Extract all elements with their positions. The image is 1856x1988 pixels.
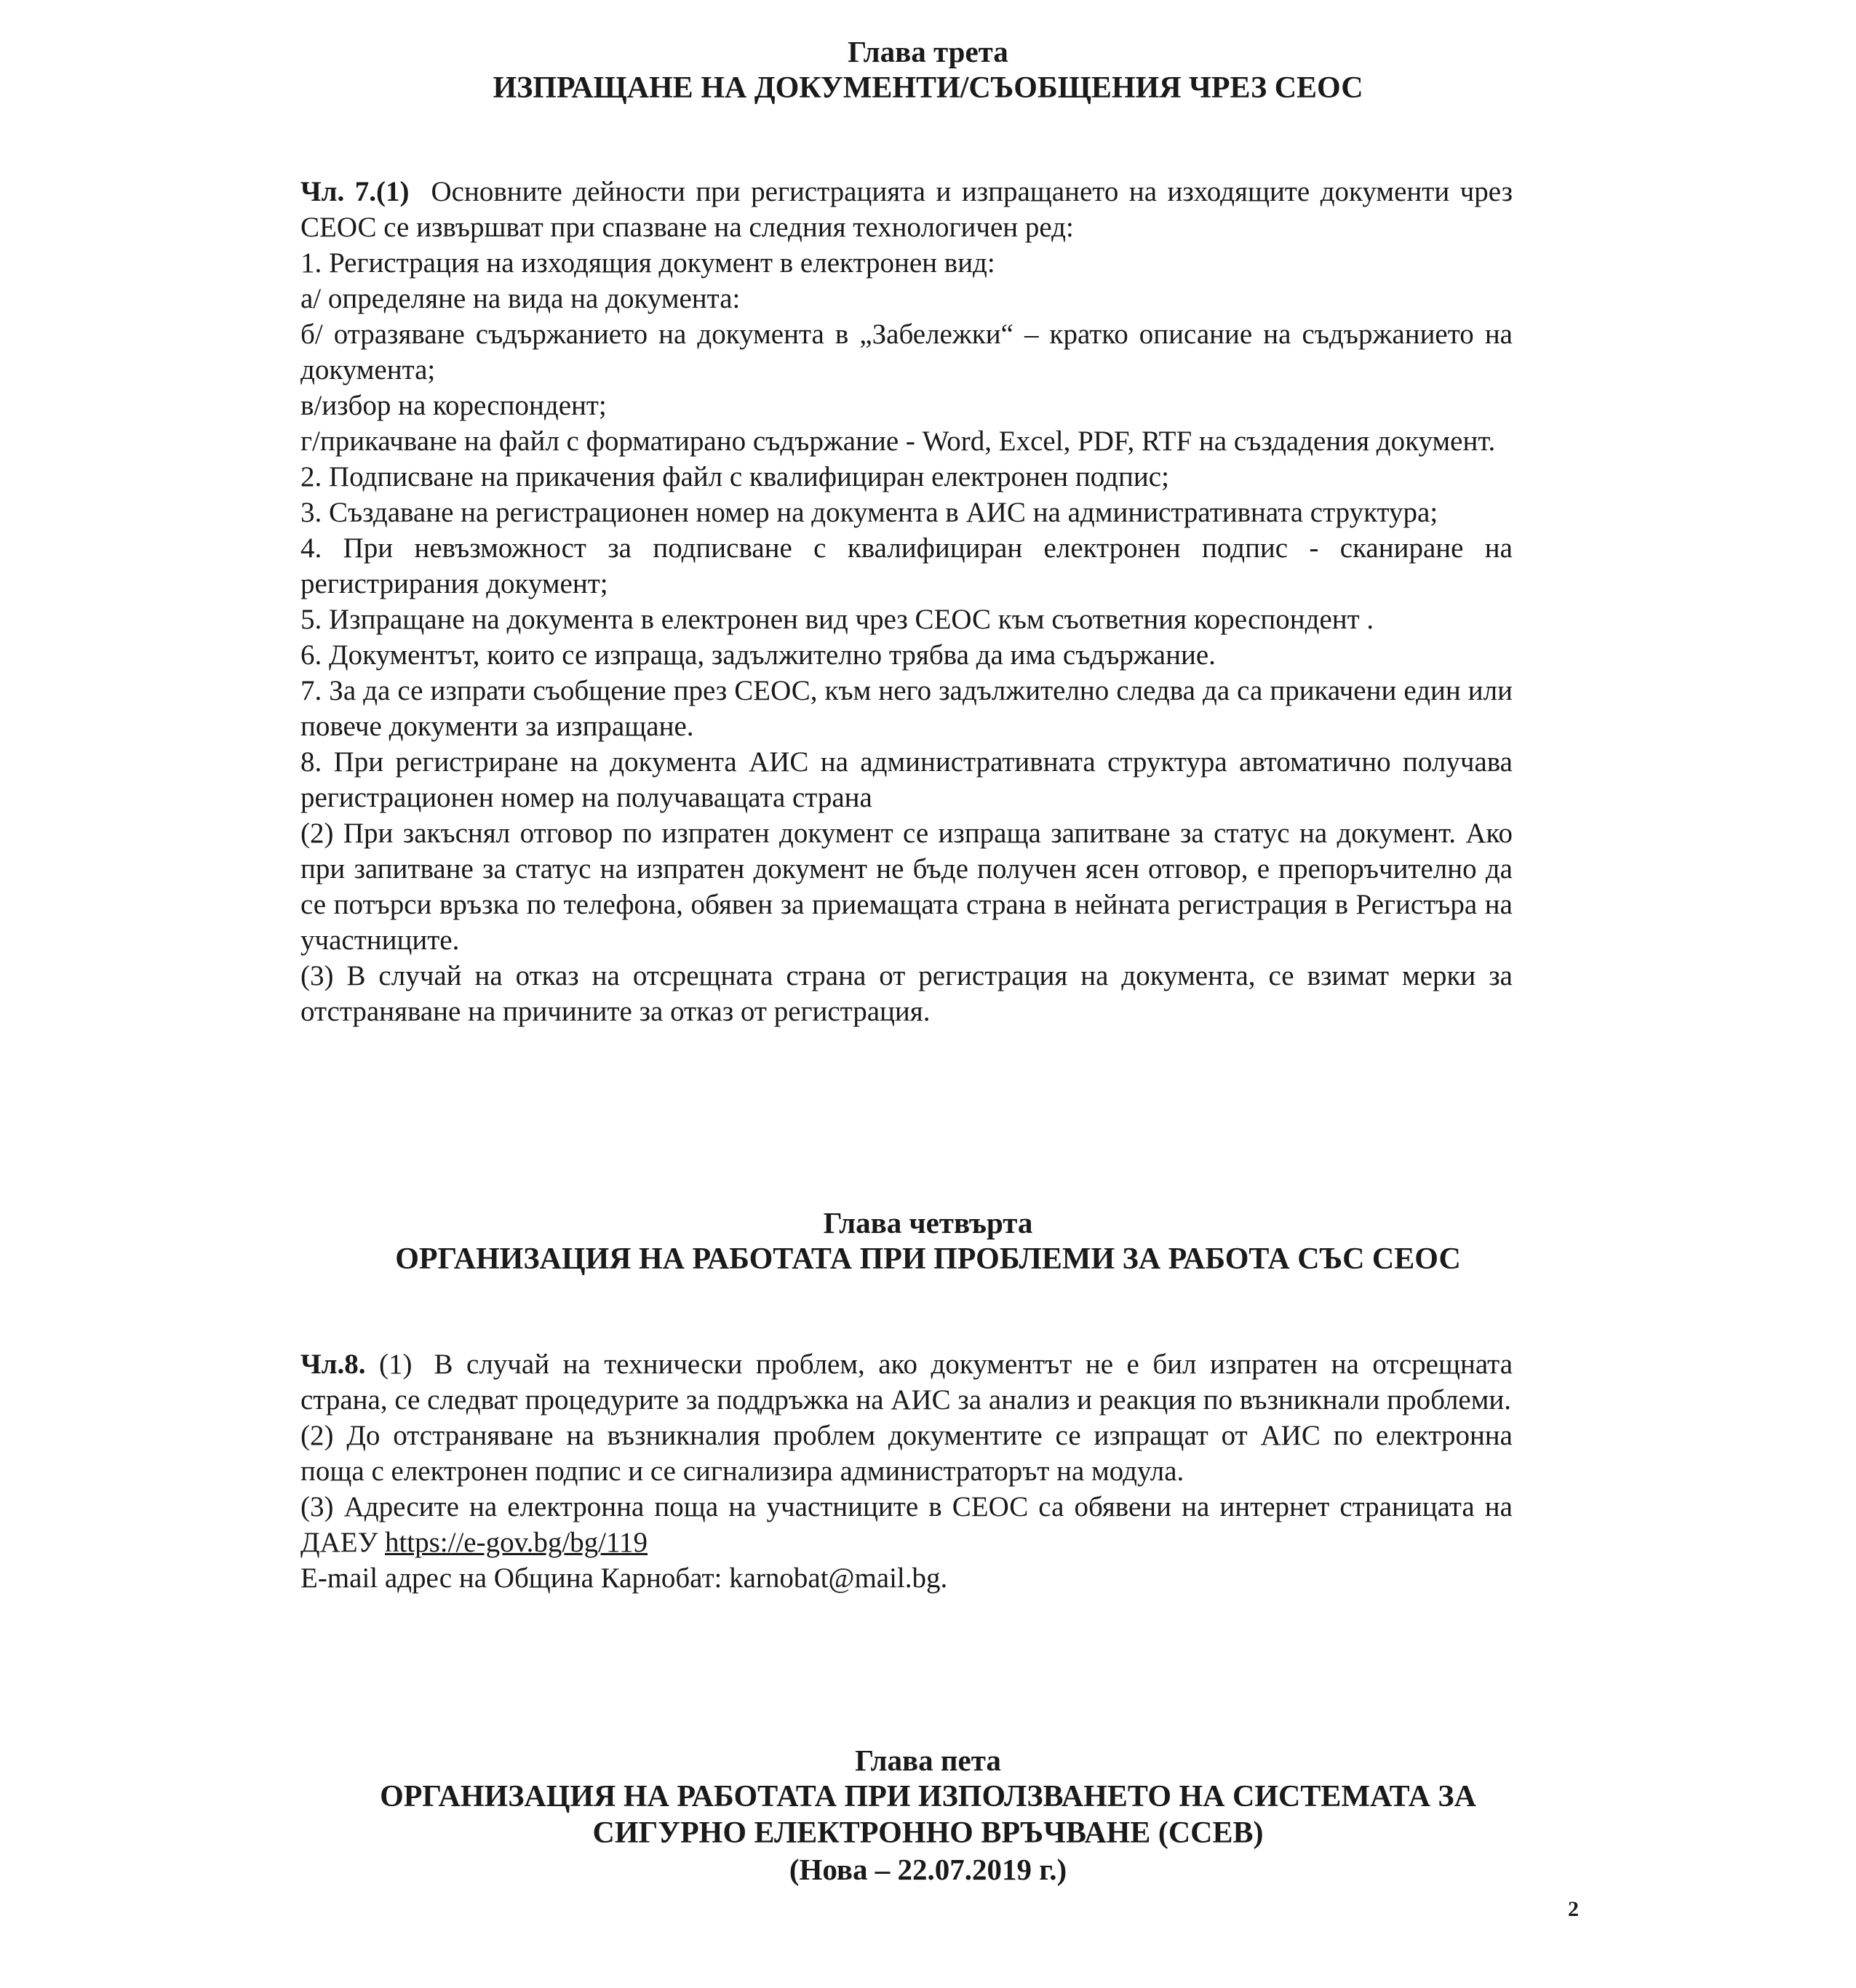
article-8-paragraph-1 xyxy=(300,1346,1513,1418)
article-7-paragraph-2: (2) При закъснял отговор по изпратен документ се изпраща запитване за статус на документ. Ако при запитване за статус на изпратен документ не бъде получен ясен отговор, е препоръчително да се потърси връзка по телефона, обявен за приемащата страна в нейната регистрация в Регистъра на участниците. xyxy=(300,818,1513,956)
article-7-line: 6. Документът, които се изпраща, задължително трябва да има съдържание. xyxy=(300,639,1216,671)
article-7-line: а/ определяне на вида на документа: xyxy=(300,283,741,314)
article-7-line: г/прикачване на файл с форматирано съдържание - Word, Excel, PDF, RTF на създадения документ. xyxy=(300,426,1496,457)
article-7-intro xyxy=(300,174,1513,245)
article-7-line: 2. Подписване на прикачения файл с квалифициран електронен подпис; xyxy=(300,461,1169,492)
article-7-line: в/избор на кореспондент; xyxy=(300,390,607,421)
chapter-5-heading xyxy=(0,1742,1856,1888)
article-7-paragraph-3: (3) В случай на отказ на отсрещната страна от регистрация на документа, се взимат мерки за отстраняване на причините за отказ от регистрация. xyxy=(300,960,1513,1027)
chapter-3-label: Глава трета xyxy=(848,35,1008,68)
article-7 xyxy=(300,174,1513,1029)
page-number: 2 xyxy=(1568,1897,1579,1921)
chapter-4-title: ОРГАНИЗАЦИЯ НА РАБОТАТА ПРИ ПРОБЛЕМИ ЗА РАБОТА СЪС СЕОС xyxy=(395,1242,1461,1276)
chapter-3-heading xyxy=(0,33,1856,106)
article-8-paragraph-2: (2) До отстраняване на възникналия проблем документите се изпращат от АИС по електронна поща с електронен подпис и се сигнализира администраторът на модула. xyxy=(300,1420,1513,1487)
chapter-5-label: Глава пета xyxy=(855,1744,1001,1777)
article-8-paragraph-1-text: В случай на технически проблем, ако документът не е бил изпратен на отсрещната страна, се следват процедурите за поддръжка на АИС за анализ и реакция по възникнали проблеми. xyxy=(300,1349,1513,1416)
article-7-line: б/ отразяване съдържанието на документа в „Забележки“ – кратко описание на съдържанието на документа; xyxy=(300,319,1513,386)
article-7-intro-text: Основните дейности при регистрацията и изпращането на изходящите документи чрез СЕОС се извършват при спазване на следния технологичен ред: xyxy=(300,176,1513,243)
municipality-email-line: E-mail адрес на Община Карнобат: karnobat@mail.bg. xyxy=(300,1562,948,1594)
article-7-line: 3. Създаване на регистрационен номер на документа в АИС на административната структура; xyxy=(300,497,1438,528)
article-7-line: 8. При регистриране на документа АИС на административната структура автоматично получава регистрационен номер на получаващата страна xyxy=(300,746,1513,813)
chapter-4-heading xyxy=(0,1205,1856,1277)
article-7-line: 4. При невъзможност за подписване с квалифициран електронен подпис - сканиране на регистрирания документ; xyxy=(300,532,1513,599)
chapter-3-title: ИЗПРАЩАНЕ НА ДОКУМЕНТИ/СЪОБЩЕНИЯ ЧРЕЗ СЕОС xyxy=(493,71,1363,105)
chapter-4-label: Глава четвърта xyxy=(823,1206,1033,1239)
chapter-5-title-line-1: ОРГАНИЗАЦИЯ НА РАБОТАТА ПРИ ИЗПОЛЗВАНЕТО НА СИСТЕМАТА ЗА xyxy=(380,1780,1476,1813)
article-8-paragraph-1-number: (1) xyxy=(379,1349,413,1380)
chapter-5-note: (Нова – 22.07.2019 г.) xyxy=(789,1853,1067,1886)
article-8-lead: Чл.8. xyxy=(300,1349,366,1380)
article-7-line: 1. Регистрация на изходящия документ в електронен вид: xyxy=(300,247,995,279)
article-8-paragraph-3 xyxy=(300,1489,1513,1560)
article-8-paragraph-3-text: (3) Адресите на електронна поща на участниците в СЕОС са обявени на интернет страницата на ДАЕУ xyxy=(300,1491,1513,1558)
article-7-line: 7. За да се изпрати съобщение през СЕОС, към него задължително следва да са прикачени един или повече документи за изпращане. xyxy=(300,675,1513,742)
daeu-link[interactable]: https://e-gov.bg/bg/119 xyxy=(384,1527,648,1558)
article-8 xyxy=(300,1346,1513,1596)
article-7-line: 5. Изпращане на документа в електронен вид чрез СЕОС към съответния кореспондент . xyxy=(300,604,1374,635)
article-7-lead: Чл. 7.(1) xyxy=(300,176,410,207)
chapter-5-title-line-2: СИГУРНО ЕЛЕКТРОННО ВРЪЧВАНЕ (ССЕВ) xyxy=(592,1816,1264,1850)
